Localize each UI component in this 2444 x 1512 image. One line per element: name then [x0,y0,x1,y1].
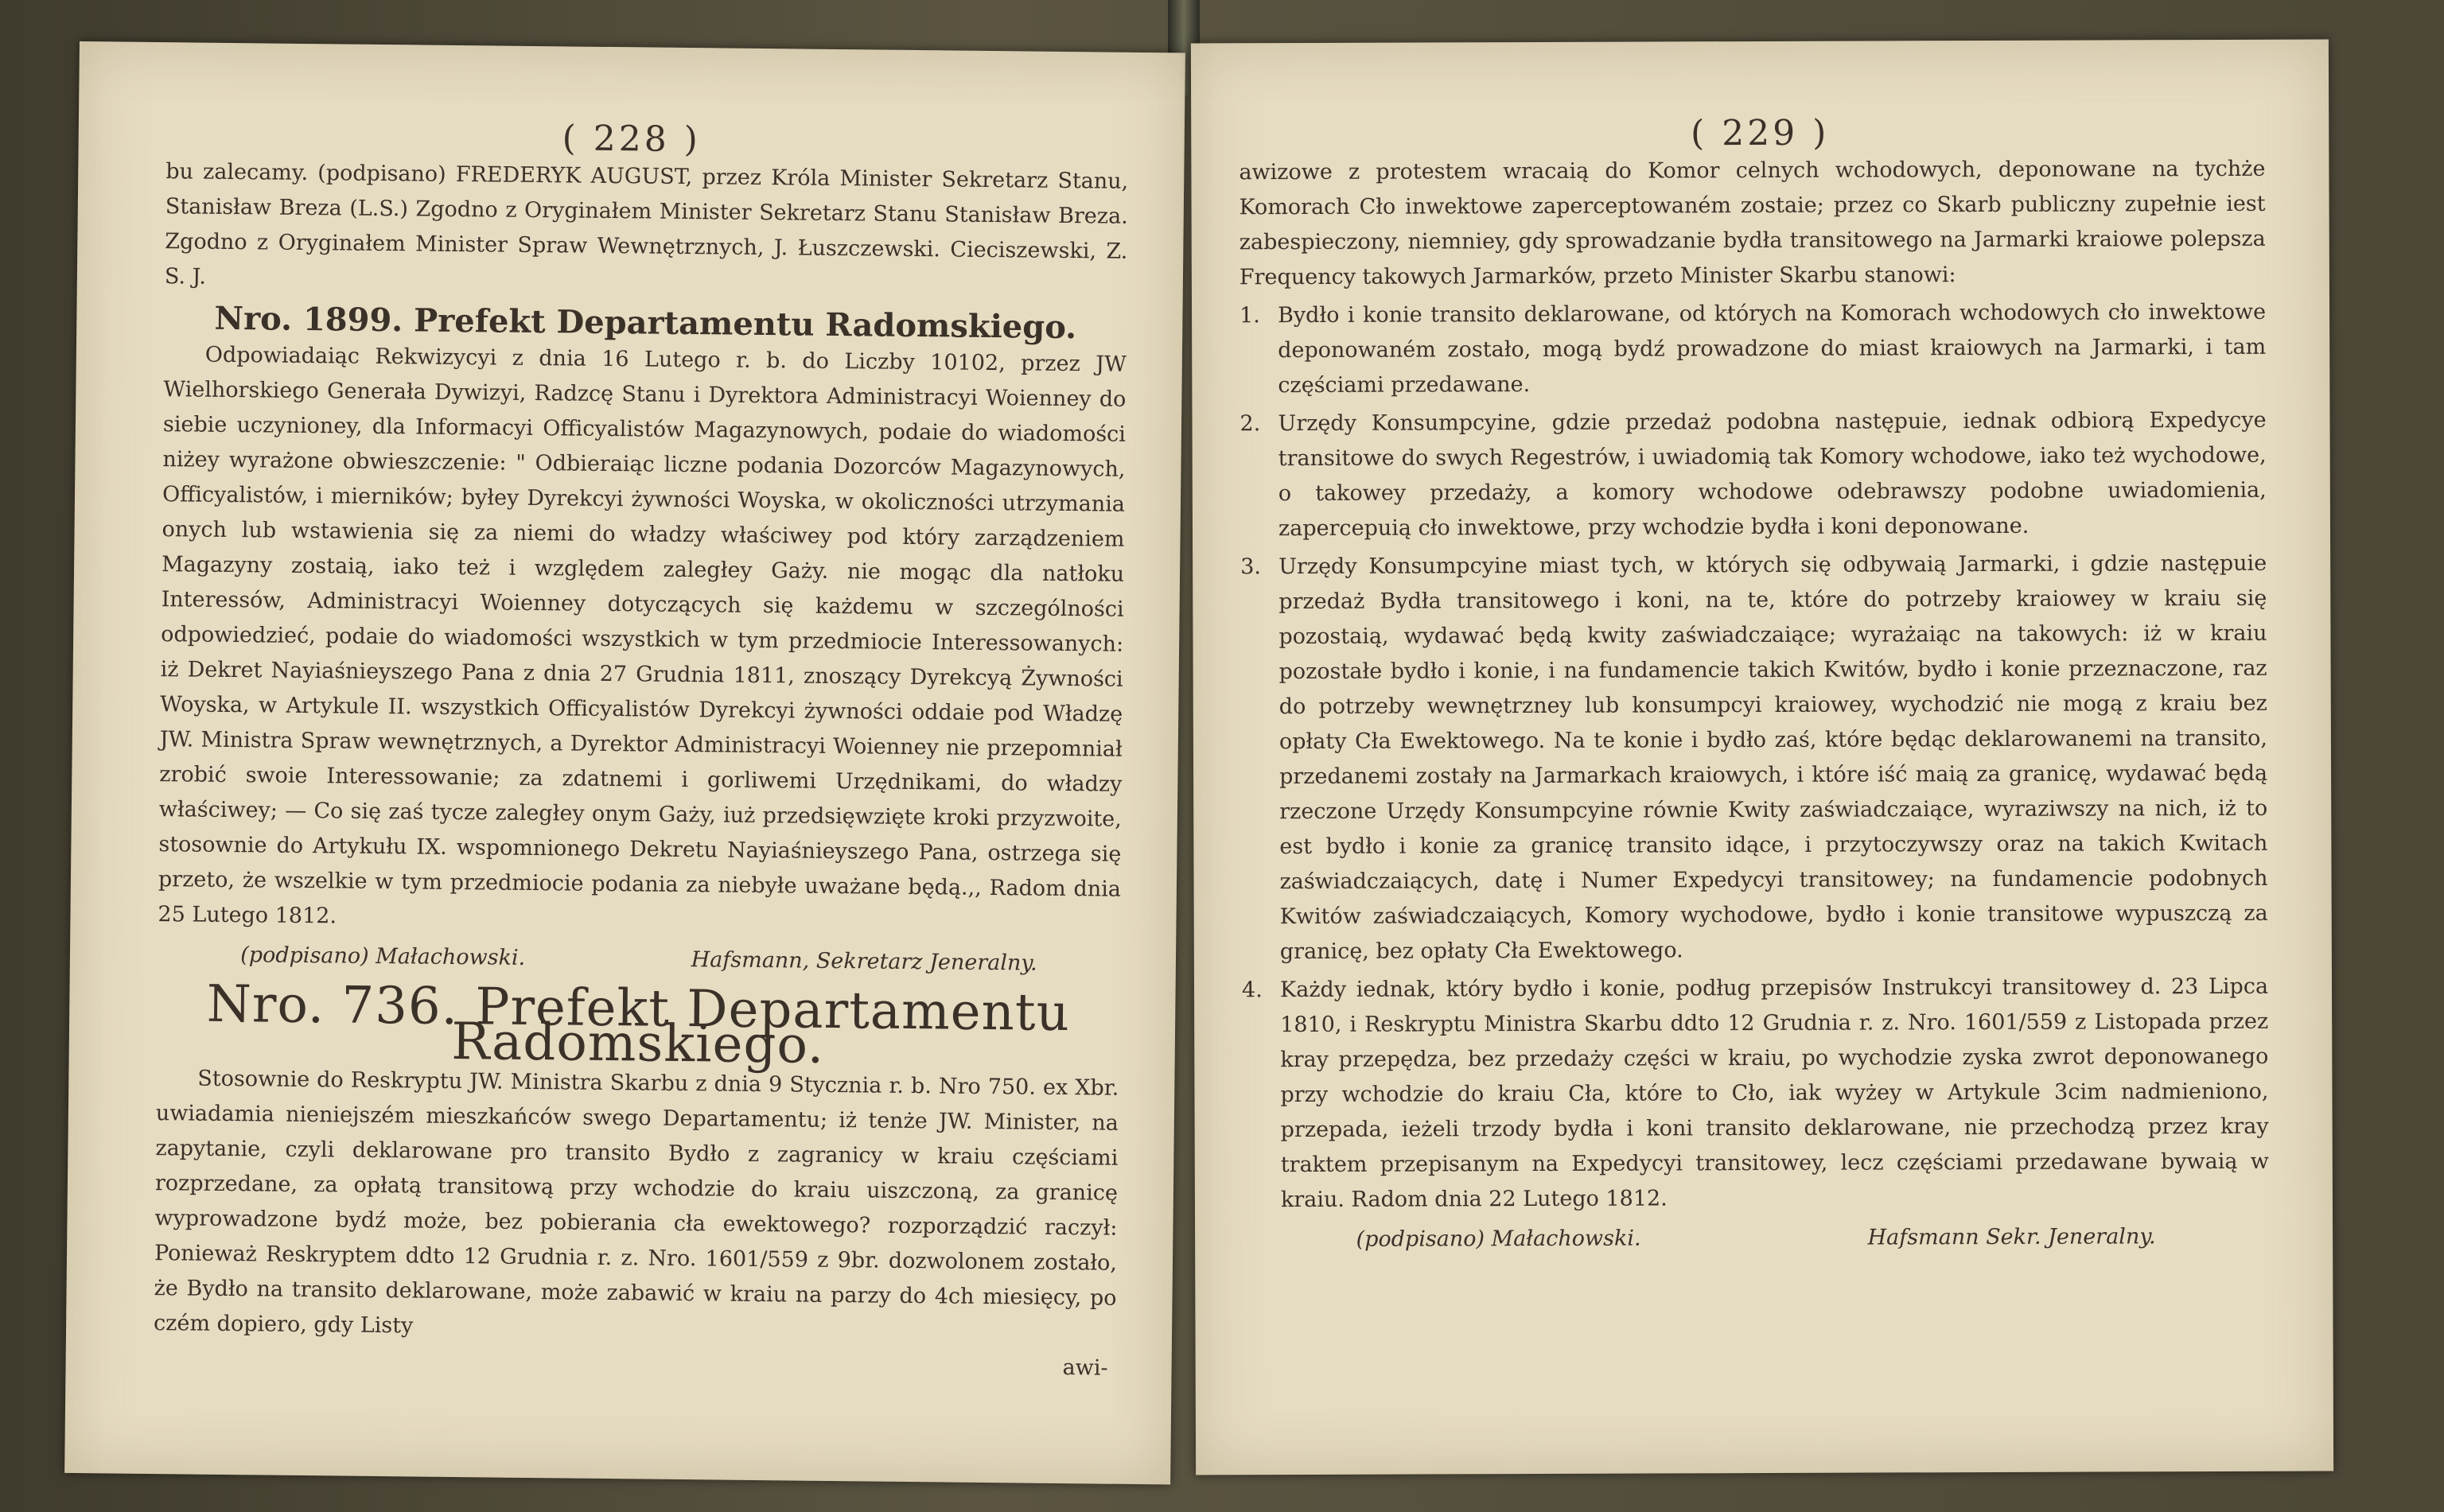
item-number: 1. [1240,303,1260,328]
left-intro: bu zalecamy. (podpisano) FREDERYK AUGUST, przez Króla Minister Sekretarz Stanu, Stanisław Breza (L.S.) Zgodno z Oryginałem Minister Sekretarz Stanu Stanisław Breza. Zgodno z Oryginałem Minister Spraw Wewnętrznych, J. Łuszczewski. Cieciszewski, Z. S. J. [164,159,1129,290]
item-text: Każdy iednak, który bydło i konie, podług przepisów Instrukcyi transitowey d. 23 Lipca 1810, i Reskryptu Ministra Skarbu ddto 12 Grudnia r. z. Nro. 1601/559 z Listopada przez kray przepędza, bez przedaży części w kraiu, po wychodzie zyska zwrot deponowanego przy wchodzie do kraiu Cła, które to Cło, iak wyżey w Artykule 3cim nadmieniono, przepada, ieżeli trzody bydła i koni transito deklarowane, nie przechodzą przez kray traktem przepisanym na Expedycyi transitowey, lecz częściami przedawane bywaią w kraiu. Radom dnia 22 Lutego 1812. [1279,974,2269,1213]
signature-malachowski: (podpisano) Małachowski. [240,943,526,970]
catchword: awi- [1062,1355,1108,1381]
page-number-right: ( 229 ) [1691,112,1830,154]
list-item [1242,970,2269,1219]
right-page-text [1191,152,2333,1258]
list-item [1240,403,2267,547]
list-item [1240,295,2266,404]
paragraph-nro-1899: Odpowiadaiąc Rekwizycyi z dnia 16 Lutego r. b. do Liczby 10102, przez JW Wielhorskiego Generała Dywizyi, Radzcę Stanu i Dyrektora Administracyi Woienney do siebie uczynioney, dla Informacyi Officyalistów Magazynowych, podaie do wiadomości niżey wyrażone obwieszczenie: " Odbieraiąc liczne podania Dozorców Magazynowych, Officyalistów, i mierników; byłey Dyrekcyi żywności Woyska, w okoliczności utrzymania onych lub wstawienia się za niemi do władzy właściwey pod który zarządzeniem Magazyny zostaią, iako też i względem zaległey Gaży. nie mogąc dla natłoku Interessów, Administracyi Woienney dotyczących się każdemu w szczególności odpowiedzieć, podaie do wiadomości wszystkich w tym przedmiocie Interessowanych: iż Dekret Nayiaśnieyszego Pana z dnia 27 Grudnia 1811, znoszący Dyrekcyą Żywności Woyska, w Artykule II. wszystkich Officyalistów Dyrekcyi żywności oddaie pod Władzę JW. Ministra Spraw wewnętrznych, a Dyrektor Administracyi Woienney nie przepomniał zrobić swoie Interessowanie; za zdatnemi i gorliwemi Urzędnikami, do władzy właściwey; — Co się zaś tycze zaległey onym Gaży, iuż przedsięwzięte kroki przyzwoite, stosownie do Artykułu IX. wspomnionego Dekretu Nayiaśnieyszego Pana, ostrzega się przeto, że wszelkie w tym przedmiocie podania za niebyłe uważane będą.,, Radom dnia 25 Lutego 1812. [158,342,1127,929]
list-item [1240,546,2268,970]
heading-nro-1899: Nro. 1899. Prefekt Departamentu Radomskiego. [214,299,1077,347]
item-number: 2. [1240,411,1261,437]
right-page [1191,40,2333,1475]
item-text: Urzędy Konsumpcyine, gdzie przedaż podobna następuie, iednak odbiorą Expedycye transitowe do swych Regestrów, i uwiadomią tak Komory wchodowe, iako też wychodowe, o takowey przedaży, a komory wchodowe odebrawszy podobne uwiadomienia, zapercepuią cło inwektowe, przy wchodzie bydła i koni deponowane. [1278,407,2267,542]
item-text: Bydło i konie transito deklarowane, od których na Komorach wchodowych cło inwektowe deponowaném zostało, mogą bydź prowadzone do miast kraiowych na Jarmarki, i tam częściami przedawane. [1278,299,2267,398]
page-number-left: ( 228 ) [562,118,702,161]
item-number: 4. [1241,978,1263,1003]
left-page-text [65,154,1184,1386]
left-page [64,41,1185,1484]
paragraph-nro-736: Stosownie do Reskryptu JW. Ministra Skarbu z dnia 9 Stycznia r. b. Nro 750. ex Xbr. uwiadamia nieniejszém mieszkańców swego Departamentu; iż tenże JW. Minister, na zapytanie, czyli deklarowane pro transito Bydło z zagranicy w kraiu częściami rozprzedane, za opłatą transitową przy wchodzie do kraiu uiszczoną, za granicę wyprowadzone bydź może, bez pobierania cła ewektowego? rozporządzić raczył: Ponieważ Reskryptem ddto 12 Grudnia r. z. Nro. 1601/559 z 9br. dozwolonem zostało, że Bydło na transito deklarowane, może zabawić w kraiu na parzy do 4ch miesięcy, po czém dopiero, gdy Listy [153,1066,1119,1339]
item-text: Urzędy Konsumpcyine miast tych, w których się odbywaią Jarmarki, i gdzie następuie przedaż Bydła transitowego i koni, na te, które do potrzeby kraiowey w kraiu się pozostaią, wydawać będą kwity zaświadczaiące; wyrażaiąc na takowych: iż w kraiu pozostałe bydło i konie, i na fundamencie takich Kwitów, bydło i konie przeznaczone, raz do potrzeby wewnętrzney lub konsumpcyi kraiowey, wychodzić nie mogą z kraiu bez opłaty Cła Ewektowego. Na te konie i bydło zaś, które będąc deklarowanemi na transito, przedanemi zostały na Jarmarkach kraiowych, i które iść maią za granicę, wydawać będą rzeczone Urzędy Konsumpcyine równie Kwity zaświadczaiące, wyraziwszy na nich, iż to est bydło i konie za granicę transito idące, i przytoczywszy oraz na takich Kwitach zaświadczaiących, datę i Numer Expedycyi transitowey; na fundamencie podobnych Kwitów zaświadczaiących, Komory wychodowe, bydło i konie transitowe wypuszczą za granicę, bez opłaty Cła Ewektowego. [1278,550,2268,965]
right-intro: awizowe z protestem wracaią do Komor celnych wchodowych, deponowane na tychże Komorach Cło inwektowe zaperceptowaném zostaie; przez co Skarb publiczny zupełnie iest zabespieczony, niemniey, gdy sprowadzanie bydła transitowego na Jarmarki kraiowe polepsza Frequency takowych Jarmarków, przeto Minister Skarbu stanowi: [1239,156,2266,290]
heading-nro-736: Nro. 736. Prefekt Departamentu Radomskiego. [206,974,1071,1075]
signature-hafsmann: Hafsmann Sekr. Jeneralny. [1867,1224,2156,1250]
item-number: 3. [1240,554,1261,580]
signature-line-2 [1243,1219,2269,1258]
signature-hafsmann: Hafsmann, Sekretarz Jeneralny. [691,947,1037,976]
signature-malachowski: (podpisano) Małachowski. [1356,1226,1641,1252]
